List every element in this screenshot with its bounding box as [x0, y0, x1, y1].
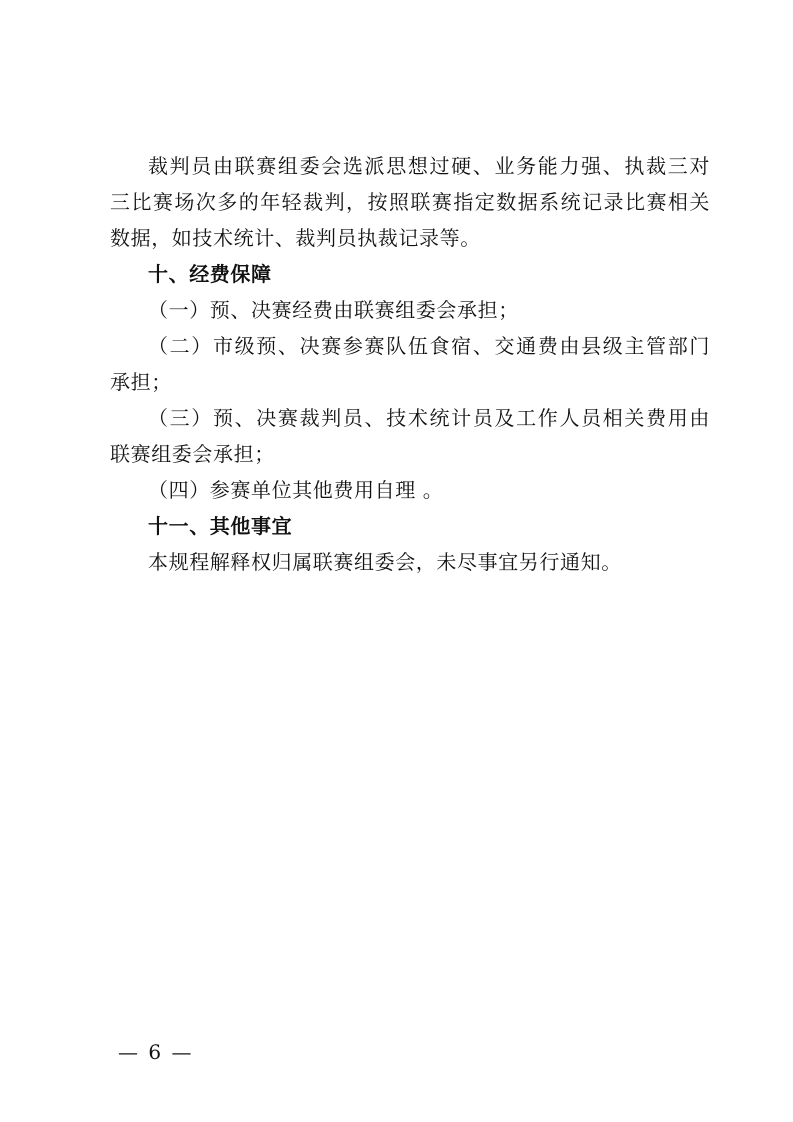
paragraph-line: 数据，如技术统计、裁判员执裁记录等。	[110, 226, 481, 250]
paragraph-line: （二）市级预、决赛参赛队伍食宿、交通费由县级主管部门	[148, 334, 710, 358]
paragraph-line: 三比赛场次多的年轻裁判，按照联赛指定数据系统记录比赛相关	[110, 190, 710, 214]
paragraph-line: （一）预、决赛经费由联赛组委会承担；	[148, 298, 519, 322]
section-heading: 十一、其他事宜	[148, 514, 293, 538]
paragraph-line: 本规程解释权归属联赛组委会，未尽事宜另行通知。	[148, 550, 622, 574]
paragraph-line: 裁判员由联赛组委会选派思想过硬、业务能力强、执裁三对	[148, 154, 710, 178]
paragraph-line: 联赛组委会承担；	[110, 442, 275, 466]
document-body	[110, 148, 710, 580]
paragraph-line: （三）预、决赛裁判员、技术统计员及工作人员相关费用由	[148, 406, 710, 430]
paragraph-line: 承担；	[110, 370, 172, 394]
paragraph-line: （四）参赛单位其他费用自理 。	[148, 478, 444, 502]
section-heading: 十、经费保障	[148, 262, 272, 286]
page-number: — 6 —	[118, 1040, 194, 1064]
